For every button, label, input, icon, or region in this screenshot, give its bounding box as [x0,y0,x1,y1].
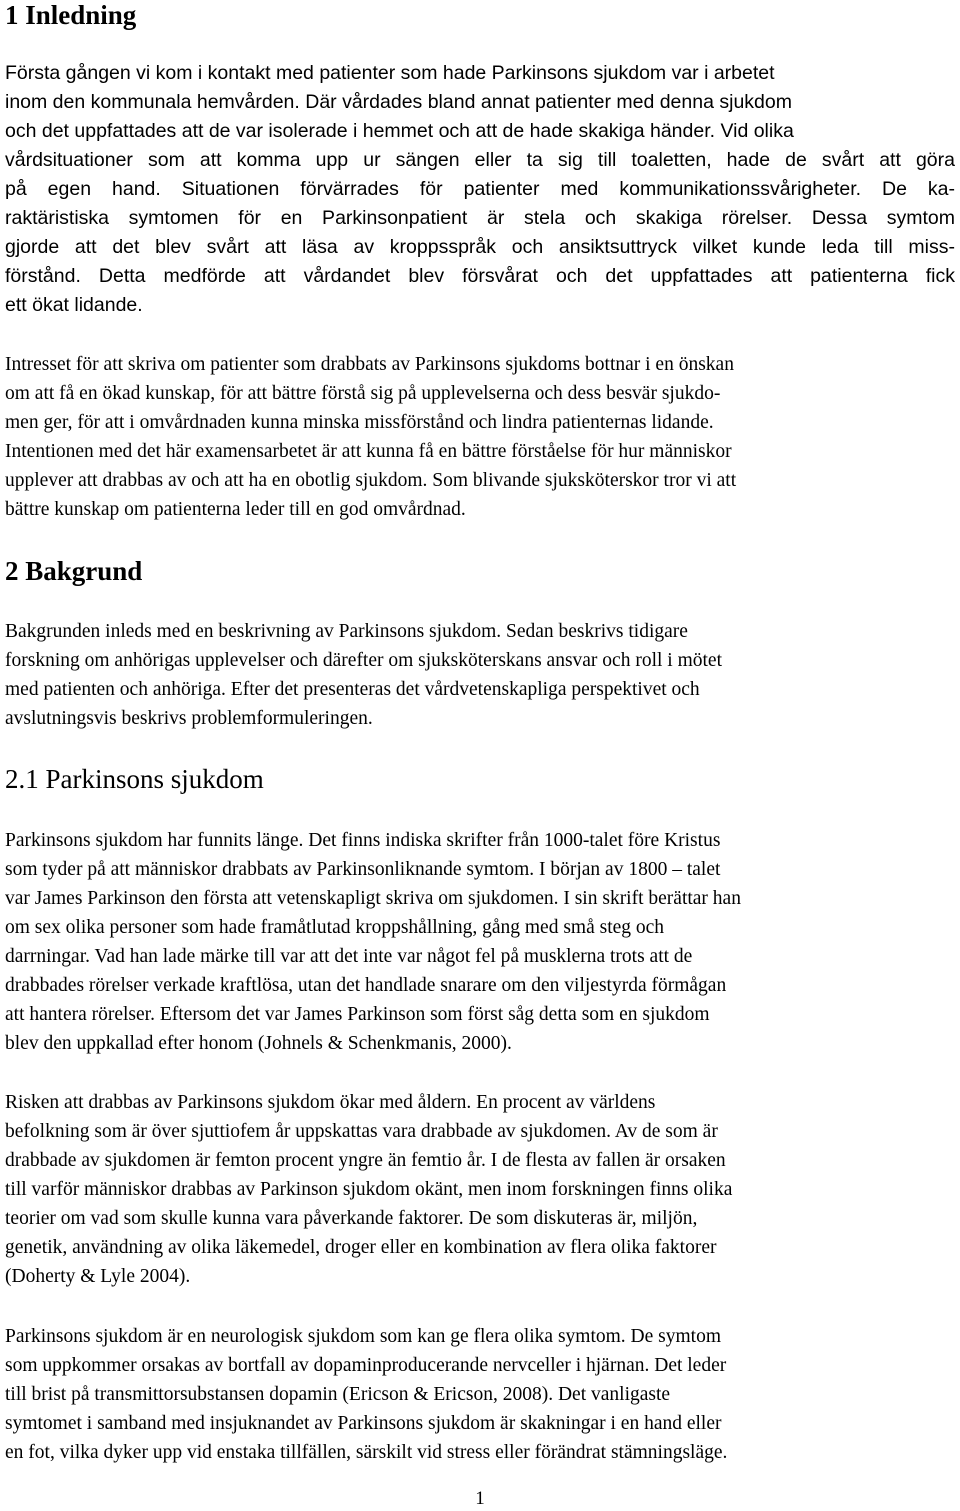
paragraph-inledning-2 [5,350,955,524]
paragraph-parkinsons-1 [5,826,955,1058]
heading-inledning: 1 Inledning [5,0,137,30]
text-line: symtomet i samband med insjuknandet av Parkinsons sjukdom är skakningar i en hand eller [5,1413,722,1434]
text-line: teorier om vad som skulle kunna vara påverkande faktorer. De som diskuteras är, miljön, [5,1208,698,1229]
text-line: Intresset för att skriva om patienter som drabbats av Parkinsons sjukdoms bottnar i en önskan [5,354,734,375]
text-line: forskning om anhörigas upplevelser och därefter om sjuksköterskans ansvar och roll i mötet [5,650,722,671]
text-line: inom den kommunala hemvården. Där vårdades bland annat patienter med denna sjukdom [5,91,792,113]
text-line: befolkning som är över sjuttiofem år uppskattas vara drabbade av sjukdomen. Av de som är [5,1121,718,1142]
text-line: var James Parkinson den första att vetenskapligt skriva om sjukdomen. I sin skrift berättar han [5,888,741,909]
heading-bakgrund: 2 Bakgrund [5,556,143,586]
text-line: om sex olika personer som hade framåtlutad kroppshållning, gång med små steg och [5,917,665,938]
page-number: 1 [475,1488,485,1509]
text-line: men ger, för att i omvårdnaden kunna minska missförstånd och lindra patienternas lidande. [5,412,714,433]
text-line: en fot, vilka dyker upp vid enstaka tillfällen, särskilt vid stress eller förändrat stämningsläge. [5,1442,728,1463]
text-line: bättre kunskap om patienterna leder till en god omvårdnad. [5,499,466,520]
text-line: drabbade av sjukdomen är femton procent yngre än femtio år. I de flesta av fallen är orsaken [5,1150,726,1171]
text-line: förstånd. Detta medförde att vårdandet blev försvårat och det uppfattades att patienterna fick [5,265,955,287]
text-line: avslutningsvis beskrivs problemformuleringen. [5,708,373,729]
paragraph-parkinsons-2 [5,1088,955,1291]
text-line: vårdsituationer som att komma upp ur sängen eller ta sig till toaletten, hade de svårt att göra [5,149,955,171]
paragraph-parkinsons-3 [5,1322,955,1467]
text-line: till varför människor drabbas av Parkinson sjukdom okänt, men inom forskningen finns olika [5,1179,733,1200]
paragraph-bakgrund-1 [5,617,955,733]
text-line: om att få en ökad kunskap, för att bättre förstå sig på upplevelserna och dess besvär sjukdo- [5,383,721,404]
text-line: Risken att drabbas av Parkinsons sjukdom ökar med åldern. En procent av världens [5,1092,656,1113]
text-line: som uppkommer orsakas av bortfall av dopaminproducerande nervceller i hjärnan. Det leder [5,1355,727,1376]
text-line: (Doherty & Lyle 2004). [5,1266,191,1287]
text-line: som tyder på att människor drabbats av Parkinsonliknande symtom. I början av 1800 – talet [5,859,721,880]
text-line: blev den uppkallad efter honom (Johnels & Schenkmanis, 2000). [5,1033,512,1054]
text-line: att hantera rörelser. Eftersom det var James Parkinson som först såg detta som en sjukdom [5,1004,710,1025]
text-line: Parkinsons sjukdom är en neurologisk sjukdom som kan ge flera olika symtom. De symtom [5,1326,722,1347]
text-line: drabbades rörelser verkade kraftlösa, utan det handlade snarare om den viljestyrda förmågan [5,975,727,996]
text-line: Bakgrunden inleds med en beskrivning av Parkinsons sjukdom. Sedan beskrivs tidigare [5,621,688,642]
heading-parkinsons-sjukdom: 2.1 Parkinsons sjukdom [5,764,264,794]
text-line: upplever att drabbas av och att ha en obotlig sjukdom. Som blivande sjuksköterskor tror vi att [5,470,737,491]
paragraph-inledning-1 [5,59,955,320]
text-line: Intentionen med det här examensarbetet är att kunna få en bättre förståelse för hur människor [5,441,732,462]
text-line: till brist på transmittorsubstansen dopamin (Ericson & Ericson, 2008). Det vanligaste [5,1384,671,1405]
text-line: darrningar. Vad han lade märke till var att det inte var något fel på musklerna trots att de [5,946,693,967]
text-line: på egen hand. Situationen förvärrades för patienter med kommunikationssvårigheter. De ka- [5,178,955,200]
text-line: Parkinsons sjukdom har funnits länge. Det finns indiska skrifter från 1000-talet före Kristus [5,830,721,851]
text-line: raktäristiska symtomen för en Parkinsonpatient är stela och skakiga rörelser. Dessa symtom [5,207,955,229]
text-line: och det uppfattades att de var isolerade i hemmet och att de hade skakiga händer. Vid olika [5,120,794,142]
text-line: Första gången vi kom i kontakt med patienter som hade Parkinsons sjukdom var i arbetet [5,62,775,84]
text-line: gjorde att det blev svårt att läsa av kroppsspråk och ansiktsuttryck vilket kunde leda till miss- [5,236,955,258]
text-line: med patienten och anhöriga. Efter det presenteras det vårdvetenskapliga perspektivet och [5,679,700,700]
text-line: genetik, användning av olika läkemedel, droger eller en kombination av flera olika faktorer [5,1237,717,1258]
text-line: ett ökat lidande. [5,294,143,316]
